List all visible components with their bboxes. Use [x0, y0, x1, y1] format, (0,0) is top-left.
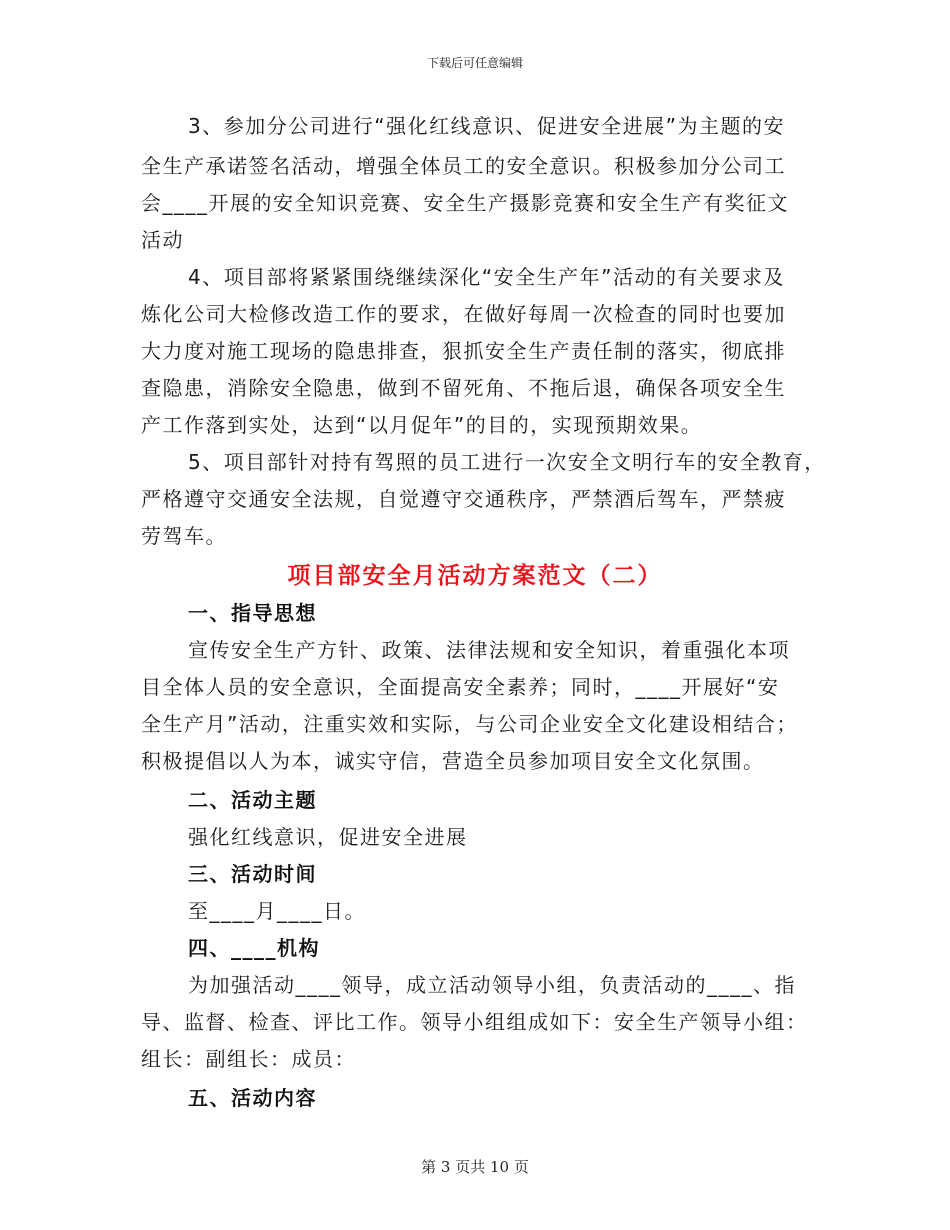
paragraph-line: 大力度对施工现场的隐患排查，狠抓安全生产责任制的落实，彻底排 [141, 339, 786, 363]
paragraph-line: 严格遵守交通安全法规，自觉遵守交通秩序，严禁酒后驾车，严禁疲 [141, 487, 786, 511]
paragraph-line: 会____开展的安全知识竞赛、安全生产摄影竞赛和安全生产有奖征文 [141, 191, 789, 215]
paragraph-line: 活动 [141, 228, 184, 252]
paragraph-line: 宣传安全生产方针、政策、法律法规和安全知识，着重强化本项 [188, 638, 790, 662]
paragraph-line: 炼化公司大检修改造工作的要求，在做好每周一次检查的同时也要加 [141, 302, 786, 326]
paragraph-line: 导、监督、检查、评比工作。领导小组组成如下：安全生产领导小组： [141, 1010, 808, 1034]
paragraph-line: 4、项目部将紧紧围绕继续深化“安全生产年”活动的有关要求及 [188, 265, 785, 289]
paragraph-line: 劳驾车。 [141, 524, 227, 548]
paragraph-line: 产工作落到实处，达到“以月促年”的目的，实现预期效果。 [141, 413, 703, 437]
document-title: 项目部安全月活动方案范文（二） [287, 563, 663, 589]
paragraph-line: 目全体人员的安全意识，全面提高安全素养；同时，____开展好“安 [141, 675, 780, 699]
paragraph-line: 5、项目部针对持有驾照的员工进行一次安全文明行车的安全教育， [188, 450, 826, 474]
section-heading: 三、活动时间 [188, 862, 317, 886]
paragraph-line: 强化红线意识，促进安全进展 [188, 825, 468, 849]
paragraph-line: 积极提倡以人为本，诚实守信，营造全员参加项目安全文化氛围。 [141, 749, 765, 773]
section-heading: 二、活动主题 [188, 788, 317, 812]
paragraph-line: 3、参加分公司进行“强化红线意识、促进安全进展”为主题的安 [188, 114, 785, 138]
paragraph-line: 全生产承诺签名活动，增强全体员工的安全意识。积极参加分公司工 [141, 154, 786, 178]
section-heading: 一、指导思想 [188, 601, 317, 625]
paragraph-line: 至____月____日。 [188, 899, 366, 923]
section-heading: 五、活动内容 [188, 1086, 317, 1110]
section-heading: 四、____机构 [188, 936, 320, 960]
page-header: 下载后可任意编辑 [426, 56, 523, 70]
page-footer: 第 3 页共 10 页 [421, 1158, 529, 1176]
paragraph-line: 查隐患，消除安全隐患，做到不留死角、不拖后退，确保各项安全生 [141, 376, 786, 400]
paragraph-line: 组长：副组长：成员： [141, 1047, 356, 1071]
paragraph-line: 为加强活动____领导，成立活动领导小组，负责活动的____、指 [188, 973, 796, 997]
paragraph-line: 全生产月”活动，注重实效和实际，与公司企业安全文化建设相结合； [141, 712, 798, 736]
